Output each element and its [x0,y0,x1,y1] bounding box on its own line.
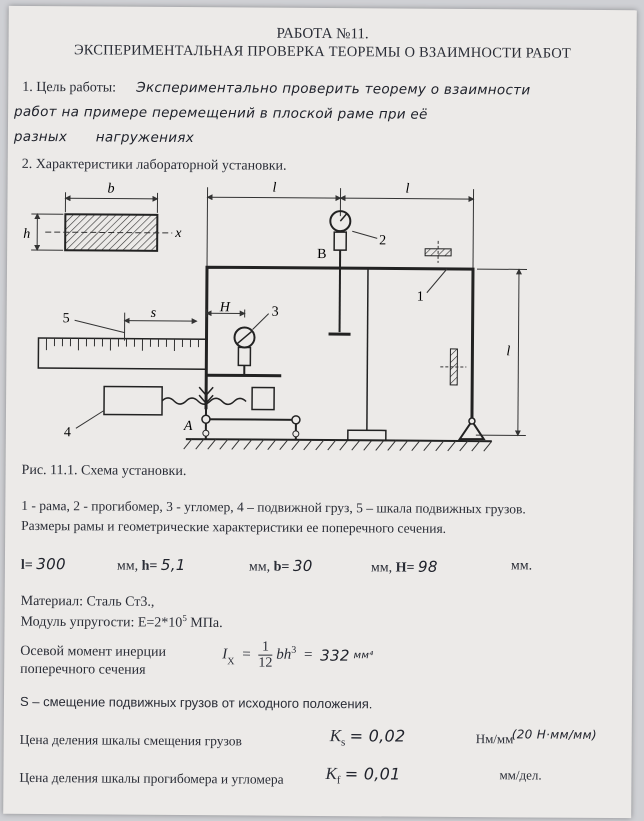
legend-text: 1 - рама, 2 - прогибомер, 3 - угломер, 4 – подвижной груз, 5 – шкала подвижных грузов. [21,497,526,517]
left-support [202,415,300,440]
dim-l-right: l [506,344,511,360]
kf-sym: K [325,764,337,784]
ks-note: (20 Н·мм/мм) [511,727,597,742]
unit-mm-1: мм, [116,558,139,574]
dim-b-label: b [107,181,115,197]
inertia-lhs: I [222,646,228,663]
goal-handwritten-line2: работ на примере перемещений в плоской раме при её [14,103,428,123]
H-value: 98 [417,557,438,576]
label-H: H [219,300,230,316]
axis-x-label: x [175,225,182,242]
num-4-label: 4 [63,425,71,441]
unit-mm-2: мм, [248,559,271,575]
kf-value: = 0,01 [344,764,401,784]
b-group [249,557,313,576]
inertia-lhs-sub: X [227,656,235,668]
setup-diagram [6,174,636,468]
movable-weight-4 [64,386,274,441]
inertia-label-line1: Осевой момент инерции [20,643,167,660]
deflectometer-2 [317,211,387,334]
section2-heading: 2. Характеристики лабораторной установки. [21,156,287,174]
ks-sym: K [329,726,342,746]
ks-unit: Нм/мм [475,731,514,747]
inertia-expr: bh [276,646,292,663]
kf-unit: мм/дел. [499,767,542,783]
goal-handwritten-line1: Экспериментально проверить теорему о взаимности [136,79,531,99]
ks-value: = 0,02 [349,726,406,746]
modulus-value: E=2*10 [137,615,183,631]
ks-label: Цена деления шкалы смещения грузов [19,731,242,749]
H-label: H= [395,560,415,576]
dims-row [21,555,66,574]
inertia-formula [222,639,373,671]
figure-caption: Рис. 11.1. Схема установки. [21,462,187,480]
cross-section [23,181,182,251]
num-3-label: 3 [271,304,279,320]
work-number: РАБОТА №11. [276,25,369,43]
goal-handwritten-line3: разных нагружениях [13,128,195,147]
dim-l-top-left: l [272,180,277,196]
dims-heading: Размеры рамы и геометрические характеристики ее поперечного сечения. [21,517,447,536]
unit-mm-4: мм. [510,558,533,574]
unit-mm-3: мм, [370,560,393,576]
inertia-fraction [258,640,272,671]
dim-h-label: h [23,226,31,242]
inertia-den: 12 [258,655,273,671]
inertia-label-line2: поперечного сечения [20,661,146,678]
l-label: l= [20,557,33,573]
label-s: s [150,305,157,321]
kf-label: Цена деления шкалы прогибомера и угломера [19,769,284,787]
inertia-unit: мм⁴ [353,650,374,662]
ks-formula [330,726,406,749]
inertia-value: 332 [320,646,350,665]
modulus-exp: 5 [182,613,187,624]
H-group [371,557,438,576]
h-group [117,556,186,575]
label-B: B [317,246,327,263]
b-value: 30 [292,556,313,575]
modulus-unit: МПа. [186,615,223,631]
worksheet-page [3,6,637,818]
material-line1: Материал: Сталь Ст3., [20,593,155,610]
dim-l-top-right: l [405,181,410,197]
angle-meter-3 [206,300,282,376]
material-line2 [20,612,222,632]
kf-sub: f [336,774,341,787]
label-A: A [183,419,193,435]
kf-formula [325,764,400,787]
ks-sub: s [340,736,346,749]
b-label: b= [273,559,290,575]
inertia-eq2: = [303,646,313,663]
num-1-label: 1 [416,289,424,305]
weight-scale-5 [38,305,206,369]
inertia-expr-exp: 3 [291,644,297,656]
s-definition: S – смещение подвижных грузов от исходного положения. [19,693,373,712]
inertia-eq: = [242,646,251,663]
inertia-num: 1 [259,640,273,656]
modulus-label: Модуль упругости: [20,614,138,631]
num-5-label: 5 [62,311,70,327]
h-label: h= [141,558,158,574]
goal-label: 1. Цель работы: [22,79,117,96]
num-2-label: 2 [379,233,387,249]
work-title: ЭКСПЕРИМЕНТАЛЬНАЯ ПРОВЕРКА ТЕОРЕМЫ О ВЗАИМНОСТИ РАБОТ [73,42,572,62]
l-value: 300 [36,555,66,574]
h-value: 5,1 [160,555,186,575]
